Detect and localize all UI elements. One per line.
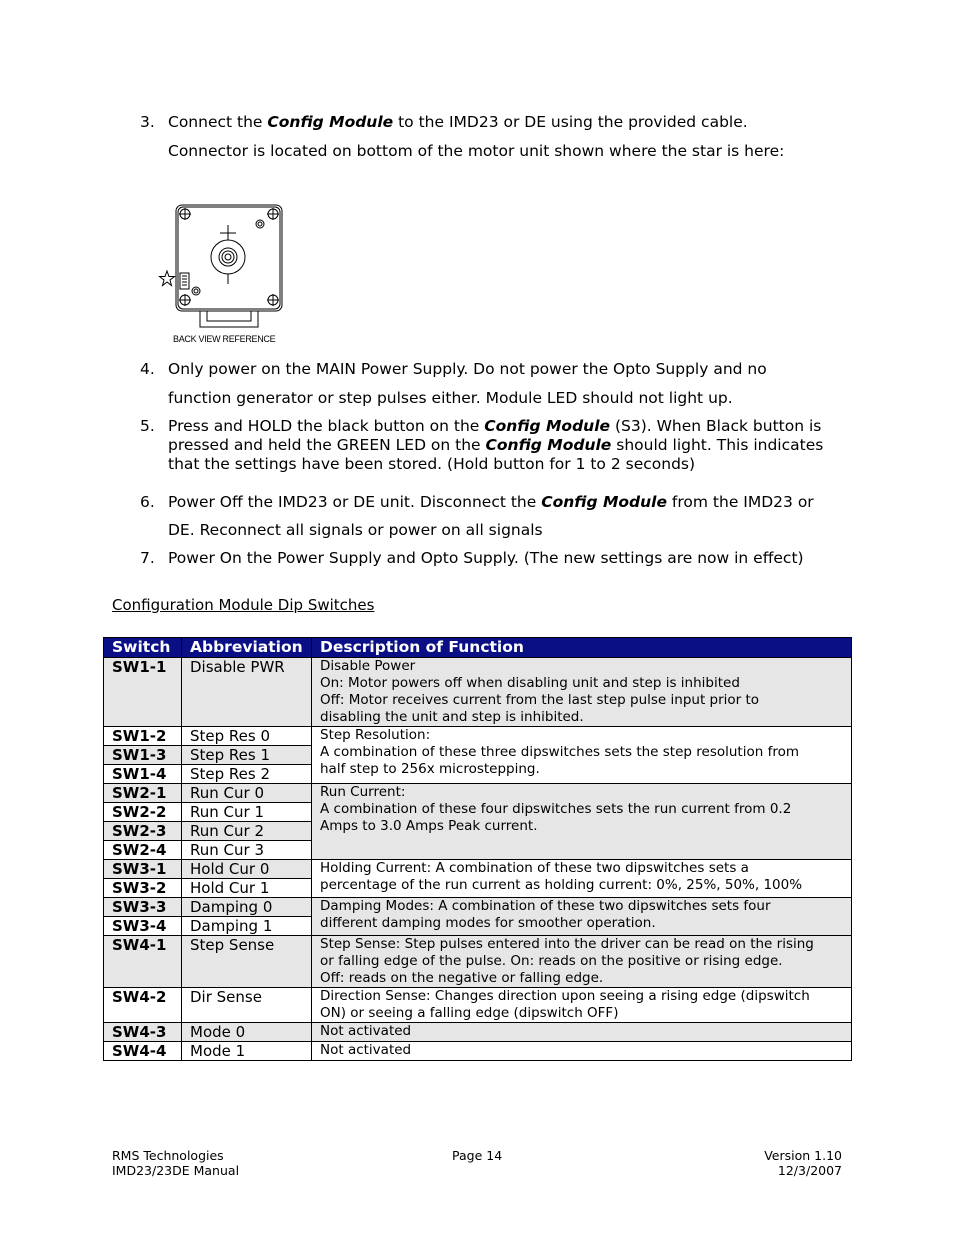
description-line: Step Sense: Step pulses entered into the driver can be read on the rising [320,936,814,952]
description-line: ON) or seeing a falling edge (dipswitch OFF) [320,1005,619,1021]
switch-cell: SW2-4 [104,841,182,860]
description-line: disabling the unit and step is inhibited. [320,709,584,725]
step-number: 6. [140,493,155,511]
footer-left [112,1148,239,1178]
step-text: Press and HOLD the black button on the [168,417,485,435]
switch-cell: SW2-2 [104,803,182,822]
abbreviation-cell: Dir Sense [182,988,312,1023]
step-text: to the IMD23 or DE using the provided cable. [393,113,748,131]
description-cell [312,936,852,988]
abbreviation-cell: Run Cur 2 [182,822,312,841]
description-line: or falling edge of the pulse. On: reads on the positive or rising edge. [320,953,783,969]
config-module-term: Config Module [484,417,611,435]
motor-back-view-figure [158,200,288,348]
footer-manual: IMD23/23DE Manual [112,1163,240,1178]
switch-cell: SW3-4 [104,917,182,936]
switch-cell: SW1-2 [104,727,182,746]
abbreviation-cell: Run Cur 3 [182,841,312,860]
description-line: Off: reads on the negative or falling edge. [320,970,604,986]
abbreviation-cell: Damping 0 [182,898,312,917]
description-cell: Not activated [312,1023,852,1042]
switch-cell: SW2-1 [104,784,182,803]
switch-cell: SW4-2 [104,988,182,1023]
table-row [104,1042,852,1061]
step-text: Power On the Power Supply and Opto Supply. (The new settings are now in effect) [168,549,804,567]
abbreviation-cell: Mode 1 [182,1042,312,1061]
description-line: A combination of these three dipswitches sets the step resolution from [320,744,799,760]
description-line: Disable Power [320,658,416,674]
table-row [104,988,852,1023]
description-line: On: Motor powers off when disabling unit and step is inhibited [320,675,740,691]
step-text: from the IMD23 or [667,493,814,511]
switch-cell: SW4-1 [104,936,182,988]
description-line: half step to 256x microstepping. [320,761,540,777]
step-text: Only power on the MAIN Power Supply. Do not power the Opto Supply and no [168,360,767,378]
footer-date: 12/3/2007 [777,1163,842,1178]
description-line: Off: Motor receives current from the last step pulse input prior to [320,692,760,708]
step-3-line2: Connector is located on bottom of the motor unit shown where the star is here: [168,142,785,160]
figure-caption: BACK VIEW REFERENCE [173,334,276,344]
table-row [104,936,852,988]
switch-cell: SW3-2 [104,879,182,898]
abbreviation-cell: Disable PWR [182,658,312,727]
step-number: 3. [140,113,155,131]
step-number: 5. [140,417,155,435]
switch-cell: SW2-3 [104,822,182,841]
step-text: Power Off the IMD23 or DE unit. Disconnect the [168,493,542,511]
switch-cell: SW3-1 [104,860,182,879]
abbreviation-cell: Run Cur 0 [182,784,312,803]
abbreviation-cell: Hold Cur 0 [182,860,312,879]
table-header-row [104,638,852,658]
description-line: A combination of these four dipswitches sets the run current from 0.2 [320,801,792,817]
config-module-term: Config Module [267,113,394,131]
dip-switch-table [103,637,852,1061]
table-row [104,658,852,727]
header-switch: Switch [104,638,182,658]
step-6-line2: DE. Reconnect all signals or power on all signals [168,521,543,539]
footer-version: Version 1.10 [764,1148,842,1163]
switch-cell: SW4-3 [104,1023,182,1042]
abbreviation-cell: Run Cur 1 [182,803,312,822]
description-line: different damping modes for smoother operation. [320,915,656,931]
abbreviation-cell: Step Res 0 [182,727,312,746]
footer-page-number: Page 14 [452,1148,503,1163]
description-cell [312,727,852,784]
description-cell [312,784,852,860]
description-cell [312,658,852,727]
step-4-line2: function generator or step pulses either. Module LED should not light up. [168,389,733,407]
star-icon [160,271,175,286]
table-row [104,727,852,746]
header-abbreviation: Abbreviation [182,638,312,658]
table-row [104,784,852,803]
description-line: Run Current: [320,784,406,800]
header-description: Description of Function [312,638,852,658]
description-cell [312,860,852,898]
description-line: Direction Sense: Changes direction upon seeing a rising edge (dipswitch [320,988,810,1004]
table-row [104,1023,852,1042]
switch-cell: SW3-3 [104,898,182,917]
config-module-term: Config Module [541,493,667,511]
step-number: 4. [140,360,155,378]
footer-right [700,1148,842,1178]
description-cell [312,988,852,1023]
switch-cell: SW1-1 [104,658,182,727]
config-module-term: Config Module [485,436,612,454]
switch-cell: SW1-4 [104,765,182,784]
description-line: percentage of the run current as holding current: 0%, 25%, 50%, 100% [320,877,803,893]
switch-cell: SW1-3 [104,746,182,765]
description-cell [312,898,852,936]
abbreviation-cell: Step Sense [182,936,312,988]
motor-back-view-drawing [158,200,288,348]
description-line: Damping Modes: A combination of these two dipswitches sets four [320,898,771,914]
table-row [104,898,852,917]
step-text: (S3). When Black button is pressed and held the GREEN LED on the [168,417,822,454]
step-text: Connect the [168,113,268,131]
description-line: Amps to 3.0 Amps Peak current. [320,818,538,834]
description-line: Holding Current: A combination of these two dipswitches sets a [320,860,749,876]
abbreviation-cell: Damping 1 [182,917,312,936]
description-cell: Not activated [312,1042,852,1061]
abbreviation-cell: Hold Cur 1 [182,879,312,898]
abbreviation-cell: Mode 0 [182,1023,312,1042]
switch-cell: SW4-4 [104,1042,182,1061]
abbreviation-cell: Step Res 2 [182,765,312,784]
description-line: Step Resolution: [320,727,431,743]
step-number: 7. [140,549,155,567]
footer-company: RMS Technologies [112,1148,224,1163]
abbreviation-cell: Step Res 1 [182,746,312,765]
section-title: Configuration Module Dip Switches [112,596,375,614]
step-text: should light. This indicates that the settings have been stored. (Hold button for 1 to 2 seconds) [168,436,824,473]
table-row [104,860,852,879]
